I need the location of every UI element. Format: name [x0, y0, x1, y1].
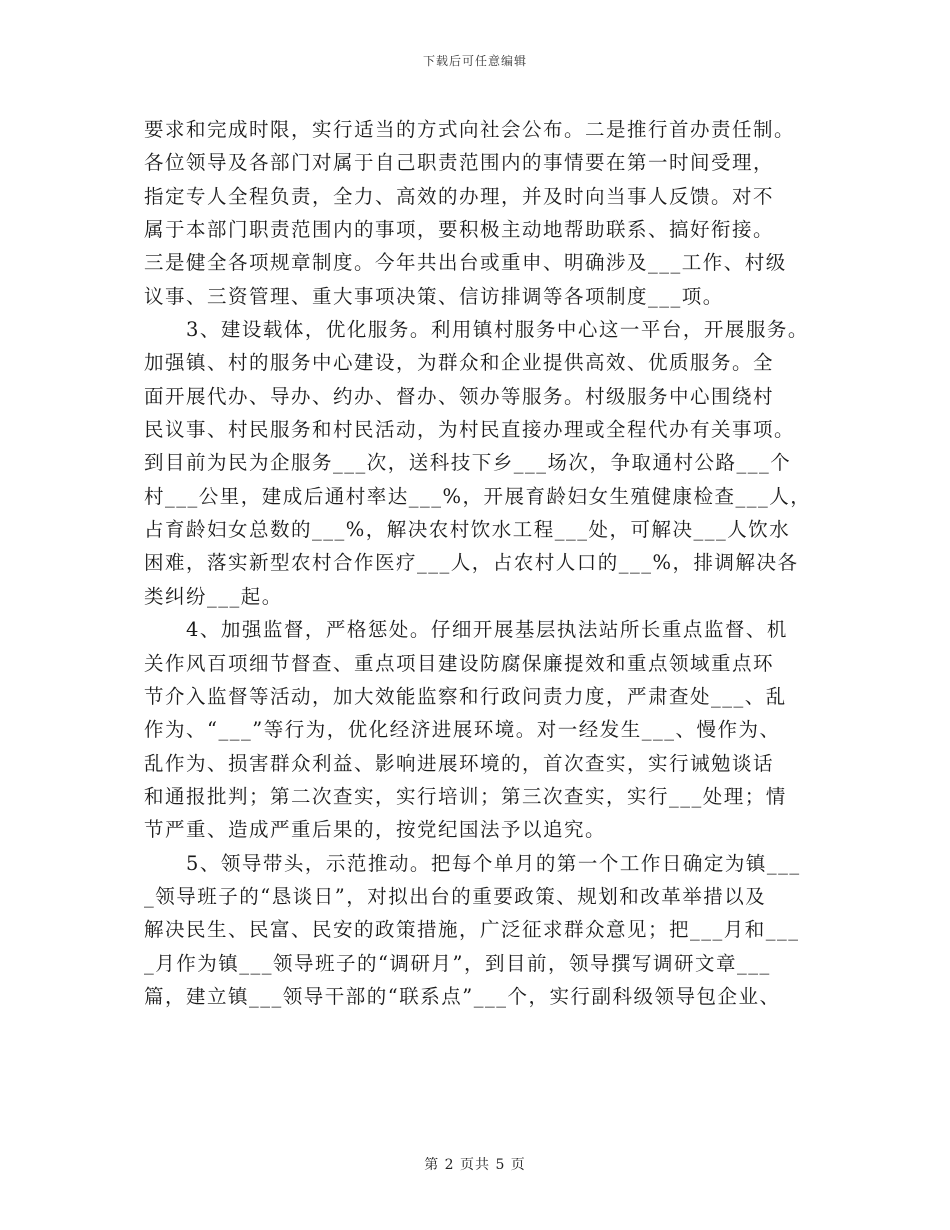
text-line: 5、领导带头，示范推动。把每个单月的第一个工作日确定为镇___	[144, 851, 801, 875]
text-line: 节介入监督等活动，加大效能监察和行政问责力度，严肃查处___、乱	[144, 684, 787, 708]
text-line: 篇，建立镇___领导干部的“联系点”___个，实行副科级领导包企业、	[144, 984, 781, 1008]
page-number: 第 2 页共 5 页	[424, 1157, 526, 1173]
text-line: 乱作为、损害群众利益、影响进展环境的，首次查实，实行诫勉谈话	[144, 751, 775, 775]
text-line: 要求和完成时限，实行适当的方式向社会公布。二是推行首办责任制。	[144, 118, 796, 141]
document-body	[144, 113, 814, 1013]
text-line: 指定专人全程负责，全力、高效的办理，并及时向当事人反馈。对不	[144, 184, 775, 208]
text-line: 困难，落实新型农村合作医疗___人，占农村人口的___%，排调解决各	[144, 551, 799, 575]
text-line: 和通报批判；第二次查实，实行培训；第三次查实，实行___处理；情	[144, 784, 787, 808]
text-line: 三是健全各项规章制度。今年共出台或重申、明确涉及___工作、村级	[144, 251, 787, 275]
text-line: 关作风百项细节督查、重点项目建设防腐保廉提效和重点领域重点环	[144, 651, 775, 675]
text-line: 解决民生、民富、民安的政策措施，广泛征求群众意见；把___月和___	[144, 918, 800, 942]
text-line: 作为、“___”等行为，优化经济进展环境。对一经发生___、慢作为、	[144, 718, 781, 742]
text-line: 属于本部门职责范围内的事项，要积极主动地帮助联系、搞好衔接。	[144, 218, 775, 242]
text-line: 到目前为民为企服务___次，送科技下乡___场次，争取通村公路___个	[144, 451, 792, 475]
page-header: 下载后可任意编辑	[422, 54, 527, 68]
text-line: 类纠纷___起。	[144, 584, 283, 608]
text-line: _月作为镇___领导班子的“调研月”，到目前，领导撰写调研文章___	[144, 951, 771, 975]
text-line: 村___公里，建成后通村率达___%，开展育龄妇女生殖健康检查___人，	[144, 484, 812, 508]
text-line: 面开展代办、导办、约办、督办、领办等服务。村级服务中心围绕村	[144, 384, 775, 408]
text-line: 各位领导及各部门对属于自己职责范围内的事情要在第一时间受理，	[144, 151, 775, 175]
text-line: 4、加强监督，严格惩处。仔细开展基层执法站所长重点监督、机	[144, 618, 788, 642]
text-line: 占育龄妇女总数的___%，解决农村饮水工程___处，可解决___人饮水	[144, 518, 791, 542]
text-line: 3、建设载体，优化服务。利用镇村服务中心这一平台，开展服务。	[144, 318, 809, 342]
text-line: 民议事、村民服务和村民活动，为村民直接办理或全程代办有关事项。	[144, 418, 796, 442]
text-line: _领导班子的“恳谈日”，对拟出台的重要政策、规划和改革举措以及	[144, 884, 767, 908]
text-line: 加强镇、村的服务中心建设，为群众和企业提供高效、优质服务。全	[144, 351, 775, 375]
text-line: 节严重、造成严重后果的，按党纪国法予以追究。	[144, 818, 607, 842]
text-line: 议事、三资管理、重大事项决策、信访排调等各项制度___项。	[144, 284, 724, 308]
